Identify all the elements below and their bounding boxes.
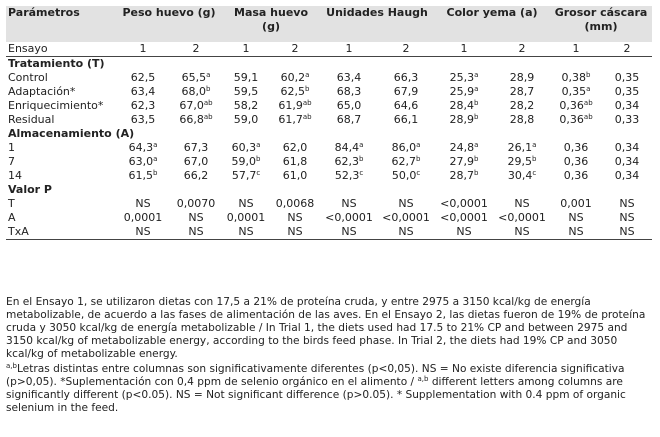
table-cell [494, 211, 550, 225]
table-row [6, 155, 652, 169]
table-cell [550, 141, 602, 155]
cell-value: 0,38 [561, 71, 587, 84]
table-cell [494, 141, 550, 155]
cell-value: <0,0001 [440, 211, 488, 224]
ensayo-number: 2 [170, 42, 222, 57]
cell-value: 61,8 [282, 155, 308, 168]
cell-value: NS [188, 225, 204, 238]
cell-value: 62,7 [391, 155, 417, 168]
table-cell [170, 169, 222, 183]
cell-value: 67,9 [393, 85, 419, 98]
footnote-diets: En el Ensayo 1, se utilizaron dietas con 17,5 a 21% de proteína cruda, y entre 2975 a 3150 kcal/kg de energía metabolizable, de acuerdo a las fases de alimentación de las aves. En el Ensayo 2, las dietas fueron de 19% de proteína cruda y 3050 kcal/kg de energía metabolizable / In Trial 1, the diets used had 17.5 to 21% CP and between 2975 and 3150 kcal/kg of metabolizable energy, according to the birds feed phase. In Trial 2, the diets had 19% CP and 3050 kcal/kg of metabolizable energy. [6, 296, 646, 360]
cell-value: 66,8 [179, 113, 204, 126]
table-cell [116, 155, 170, 169]
table-row [6, 113, 652, 127]
cell-value: NS [514, 197, 530, 210]
table-cell [550, 71, 602, 85]
table-cell [170, 71, 222, 85]
cell-value: 68,3 [336, 85, 362, 98]
table-cell [550, 85, 602, 99]
cell-value: 67,0 [183, 155, 209, 168]
cell-value: 65,5 [181, 71, 207, 84]
table-row [6, 99, 652, 113]
table-cell [378, 169, 434, 183]
cell-value: 62,5 [130, 71, 156, 84]
cell-value: 59,0 [231, 155, 257, 168]
cell-value: 63,4 [130, 85, 156, 98]
table-cell [222, 169, 270, 183]
table-cell [170, 211, 222, 225]
table-cell [494, 155, 550, 169]
cell-value: NS [568, 225, 584, 238]
table-row [6, 71, 652, 85]
table-cell [434, 99, 494, 113]
cell-value: 28,9 [449, 113, 475, 126]
cell-value: NS [398, 197, 414, 210]
table-cell [378, 211, 434, 225]
table-cell [550, 113, 602, 127]
ensayo-number: 1 [320, 42, 378, 57]
cell-value: 0,34 [614, 155, 640, 168]
table-row [6, 169, 652, 183]
table-cell [550, 211, 602, 225]
table-cell [170, 113, 222, 127]
table-cell [270, 141, 320, 155]
table-cell [378, 85, 434, 99]
table-cell [170, 99, 222, 113]
table-cell [170, 85, 222, 99]
cell-value: 0,0001 [123, 211, 163, 224]
table-cell [378, 141, 434, 155]
cell-value: 27,9 [449, 155, 475, 168]
cell-value: 28,4 [449, 99, 475, 112]
table-cell [550, 225, 602, 240]
cell-value: <0,0001 [498, 211, 546, 224]
section-row [6, 127, 652, 141]
table-cell [222, 141, 270, 155]
ensayo-row [6, 42, 652, 57]
table-cell [116, 197, 170, 211]
table-cell [602, 169, 652, 183]
row-label: A [8, 211, 16, 224]
cell-value: 30,4 [507, 169, 533, 182]
cell-superscript: a [416, 141, 421, 149]
cell-value: 0,36 [563, 141, 589, 154]
cell-superscript: b [532, 155, 537, 163]
cell-superscript: b [305, 85, 310, 93]
cell-value: 0,36 [559, 113, 584, 126]
cell-value: 58,2 [233, 99, 259, 112]
table-cell [378, 113, 434, 127]
cell-value: 0,34 [614, 141, 640, 154]
cell-value: 52,3 [334, 169, 360, 182]
table-row [6, 197, 652, 211]
table-cell [270, 113, 320, 127]
cell-value: 26,1 [507, 141, 533, 154]
cell-value: <0,0001 [382, 211, 430, 224]
cell-superscript: b [416, 155, 421, 163]
table-cell [494, 85, 550, 99]
cell-value: 61,0 [282, 169, 308, 182]
table-cell [320, 71, 378, 85]
cell-value: 62,5 [280, 85, 306, 98]
table-cell [320, 225, 378, 240]
cell-value: NS [287, 225, 303, 238]
cell-value: <0,0001 [440, 197, 488, 210]
table-row [6, 225, 652, 240]
table-cell [602, 99, 652, 113]
cell-value: 25,3 [449, 71, 475, 84]
cell-superscript: b [586, 71, 591, 79]
cell-value: 0,001 [560, 197, 592, 210]
cell-superscript: a [359, 141, 364, 149]
cell-value: 62,3 [130, 99, 156, 112]
cell-value: 63,4 [336, 71, 362, 84]
cell-value: 0,35 [561, 85, 587, 98]
row-label: Control [8, 71, 48, 84]
ensayo-number: 2 [378, 42, 434, 57]
cell-value: 66,3 [393, 71, 419, 84]
cell-value: 61,5 [128, 169, 154, 182]
table-cell [550, 197, 602, 211]
table-cell [270, 155, 320, 169]
table-cell [222, 85, 270, 99]
cell-superscript: b [474, 99, 479, 107]
cell-value: 28,2 [509, 99, 535, 112]
cell-value: 63,0 [128, 155, 154, 168]
cell-value: NS [238, 225, 254, 238]
table-cell [116, 99, 170, 113]
table-cell [378, 71, 434, 85]
cell-value: 59,0 [233, 113, 259, 126]
cell-superscript: c [416, 169, 421, 177]
cell-value: 62,3 [334, 155, 360, 168]
row-label: Enriquecimiento* [8, 99, 104, 112]
cell-value: 28,9 [509, 71, 535, 84]
table-cell [320, 113, 378, 127]
cell-value: 0,0070 [176, 197, 216, 210]
cell-superscript: a [474, 71, 479, 79]
table-cell [222, 113, 270, 127]
header-peso-huevo: Peso huevo (g) [116, 6, 222, 42]
table-cell [222, 197, 270, 211]
cell-superscript: b [474, 113, 479, 121]
cell-value: 25,9 [449, 85, 475, 98]
table-cell [222, 211, 270, 225]
cell-value: NS [456, 225, 472, 238]
table-cell [434, 225, 494, 240]
cell-value: 28,8 [509, 113, 535, 126]
table-cell [494, 169, 550, 183]
table-row [6, 85, 652, 99]
table-cell [170, 141, 222, 155]
table-cell [550, 155, 602, 169]
row-label: T [8, 197, 15, 210]
table-cell [222, 71, 270, 85]
table-cell [170, 225, 222, 240]
cell-value: 64,6 [393, 99, 419, 112]
cell-value: 64,3 [128, 141, 154, 154]
cell-superscript: c [256, 169, 261, 177]
cell-value: 63,5 [130, 113, 156, 126]
table-cell [170, 197, 222, 211]
table-cell [222, 155, 270, 169]
header-masa-huevo: Masa huevo (g) [222, 6, 320, 42]
cell-value: NS [287, 211, 303, 224]
ensayo-number: 1 [434, 42, 494, 57]
cell-value: 61,9 [278, 99, 303, 112]
ensayo-label: Ensayo [6, 42, 116, 57]
cell-value: NS [238, 197, 254, 210]
cell-value: 0,34 [614, 169, 640, 182]
table-cell [320, 197, 378, 211]
cell-superscript: b [256, 155, 261, 163]
table-cell [494, 113, 550, 127]
cell-superscript: a [532, 141, 537, 149]
row-label: 1 [8, 141, 15, 154]
cell-superscript: a [153, 141, 158, 149]
cell-value: 0,35 [614, 85, 640, 98]
cell-superscript: ab [583, 113, 593, 121]
table-cell [116, 113, 170, 127]
row-label: Adaptación* [8, 85, 76, 98]
table-cell [494, 197, 550, 211]
cell-value: 67,3 [183, 141, 209, 154]
table-cell [494, 99, 550, 113]
ensayo-number: 1 [550, 42, 602, 57]
cell-superscript: ab [302, 113, 312, 121]
cell-value: 59,5 [233, 85, 259, 98]
cell-value: 57,7 [231, 169, 257, 182]
table-cell [116, 169, 170, 183]
table-cell [378, 99, 434, 113]
table-cell [434, 211, 494, 225]
cell-value: NS [188, 211, 204, 224]
table-cell [270, 71, 320, 85]
cell-value: 0,36 [559, 99, 584, 112]
table-cell [602, 85, 652, 99]
cell-superscript: b [153, 169, 158, 177]
table-cell [270, 169, 320, 183]
table-cell [116, 71, 170, 85]
cell-value: 67,0 [179, 99, 204, 112]
cell-superscript: c [359, 169, 364, 177]
cell-value: 28,7 [449, 169, 475, 182]
header-row [6, 6, 652, 42]
table-cell [320, 169, 378, 183]
cell-superscript: a [256, 141, 261, 149]
cell-superscript: c [532, 169, 537, 177]
cell-value: <0,0001 [325, 211, 373, 224]
cell-value: 59,1 [233, 71, 259, 84]
cell-value: 0,33 [614, 113, 640, 126]
cell-value: NS [514, 225, 530, 238]
ensayo-number: 1 [116, 42, 170, 57]
row-label: TxA [6, 225, 116, 240]
cell-value: 66,1 [393, 113, 419, 126]
table-cell [434, 155, 494, 169]
section-title: Almacenamiento (A) [8, 127, 135, 140]
cell-value: 84,4 [334, 141, 360, 154]
table-row [6, 141, 652, 155]
cell-value: 24,8 [449, 141, 475, 154]
table-cell [270, 99, 320, 113]
cell-superscript: a [206, 71, 211, 79]
header-parametros: Parámetros [6, 6, 116, 42]
cell-value: 66,2 [183, 169, 209, 182]
table-cell [602, 155, 652, 169]
table-cell [378, 197, 434, 211]
cell-superscript: a [474, 141, 479, 149]
ensayo-number: 2 [270, 42, 320, 57]
section-row [6, 183, 652, 197]
ensayo-number: 2 [602, 42, 652, 57]
table-cell [494, 71, 550, 85]
cell-superscript: a [153, 155, 158, 163]
cell-superscript: a [474, 85, 479, 93]
table-cell [270, 85, 320, 99]
table-cell [434, 141, 494, 155]
cell-superscript: ab [203, 113, 213, 121]
cell-value: 0,35 [614, 71, 640, 84]
table-cell [320, 85, 378, 99]
header-grosor-cascara: Grosor cáscara (mm) [550, 6, 652, 42]
cell-value: 68,0 [181, 85, 207, 98]
table-cell [222, 99, 270, 113]
table-cell [116, 141, 170, 155]
cell-superscript: b [474, 155, 479, 163]
table-cell [170, 155, 222, 169]
footnote-significance: $^{a,b}$Letras distintas entre columnas son significativamente diferentes (p<0,05). NS = No existe diferencia significativa (p>0,05). *Suplementación con 0,4 ppm de selenio orgánico en el alimento / $^{a,b}$ different letters among columns are significantly different (p<0.05). NS = Not significant difference (p>0.05). * Supplementation with 0.4 ppm of organic selenium in the feed. [6, 362, 626, 414]
table-cell [116, 225, 170, 240]
table-cell [494, 225, 550, 240]
table-cell [434, 71, 494, 85]
cell-value: 0,34 [614, 99, 640, 112]
table-cell [602, 113, 652, 127]
cell-value: NS [341, 225, 357, 238]
table-cell [434, 113, 494, 127]
ensayo-number: 2 [494, 42, 550, 57]
header-color-yema: Color yema (a) [434, 6, 550, 42]
table-cell [602, 211, 652, 225]
cell-value: NS [398, 225, 414, 238]
cell-value: 0,36 [563, 169, 589, 182]
cell-value: NS [619, 197, 635, 210]
cell-superscript: b [359, 155, 364, 163]
cell-superscript: a [586, 85, 591, 93]
cell-value: 65,0 [336, 99, 362, 112]
table-cell [434, 85, 494, 99]
section-title: Valor P [8, 183, 52, 196]
cell-superscript: ab [302, 99, 312, 107]
section-row [6, 57, 652, 72]
table-cell [320, 141, 378, 155]
table-cell [222, 225, 270, 240]
table-cell [320, 211, 378, 225]
table-cell [550, 169, 602, 183]
table-cell [602, 197, 652, 211]
results-table [6, 6, 652, 240]
cell-value: 68,7 [336, 113, 362, 126]
table-cell [602, 71, 652, 85]
cell-value: NS [135, 225, 151, 238]
row-label: 14 [8, 169, 22, 182]
row-label: 7 [8, 155, 15, 168]
row-label: Residual [8, 113, 55, 126]
cell-value: 86,0 [391, 141, 417, 154]
cell-value: 0,0068 [275, 197, 315, 210]
cell-value: NS [619, 211, 635, 224]
table-cell [320, 99, 378, 113]
footnotes [6, 296, 652, 417]
table-cell [320, 155, 378, 169]
table-cell [434, 169, 494, 183]
cell-superscript: a [305, 71, 310, 79]
table-cell [378, 225, 434, 240]
cell-value: NS [619, 225, 635, 238]
cell-superscript: ab [583, 99, 593, 107]
cell-value: 0,36 [563, 155, 589, 168]
cell-value: 0,0001 [226, 211, 266, 224]
table-cell [270, 211, 320, 225]
table-cell [270, 225, 320, 240]
cell-superscript: b [206, 85, 211, 93]
table-cell [270, 197, 320, 211]
header-unidades-haugh: Unidades Haugh [320, 6, 434, 42]
table-cell [602, 225, 652, 240]
table-row [6, 211, 652, 225]
cell-superscript: ab [203, 99, 213, 107]
table-cell [378, 155, 434, 169]
cell-value: 61,7 [278, 113, 303, 126]
ensayo-number: 1 [222, 42, 270, 57]
table-cell [602, 141, 652, 155]
cell-value: 50,0 [391, 169, 417, 182]
cell-value: 29,5 [507, 155, 533, 168]
table-cell [116, 85, 170, 99]
table-body [6, 42, 652, 240]
section-title: Tratamiento (T) [8, 57, 105, 70]
table-cell [550, 99, 602, 113]
cell-superscript: b [474, 169, 479, 177]
cell-value: NS [341, 197, 357, 210]
cell-value: NS [568, 211, 584, 224]
table-cell [434, 197, 494, 211]
cell-value: NS [135, 197, 151, 210]
cell-value: 60,2 [280, 71, 306, 84]
table-cell [116, 211, 170, 225]
cell-value: 60,3 [231, 141, 257, 154]
cell-value: 28,7 [509, 85, 535, 98]
cell-value: 62,0 [282, 141, 308, 154]
